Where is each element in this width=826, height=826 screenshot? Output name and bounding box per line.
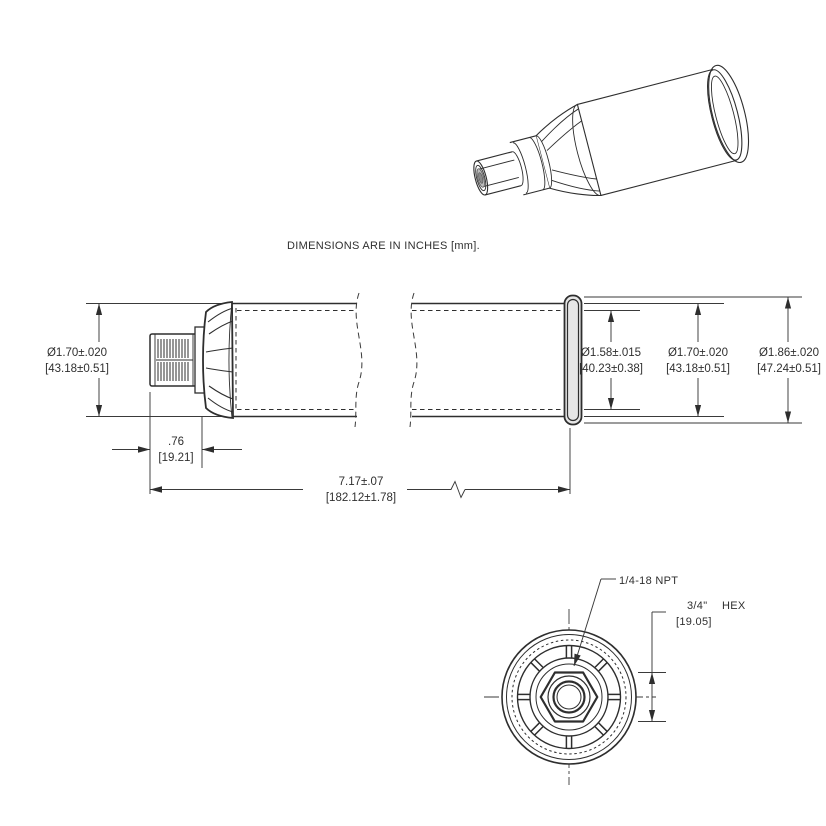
dim-barrel-id-mm: [40.23±0.38] xyxy=(579,363,643,375)
side-view xyxy=(45,293,821,504)
dim-tip-length-mm: [19.21] xyxy=(158,452,194,464)
extension-lines-right xyxy=(584,297,802,423)
flange xyxy=(565,296,582,425)
hex-size-in: 3/4" xyxy=(687,600,708,612)
dim-break-symbol xyxy=(444,482,465,498)
dim-tip-length-in: .76 xyxy=(168,436,184,448)
barrel-outline xyxy=(231,304,565,417)
dim-barrel-od-mm: [43.18±0.51] xyxy=(666,363,730,375)
dim-barrel-id xyxy=(579,311,643,410)
dim-barrel-od-in: Ø1.70±.020 xyxy=(667,347,729,359)
iso-cone-rib-2 xyxy=(542,121,587,151)
end-cap-flare xyxy=(203,302,233,418)
dim-overall-length-in: 7.17±.07 xyxy=(338,476,384,488)
dim-barrel-id-in: Ø1.58±.015 xyxy=(580,347,642,359)
dim-flange-od xyxy=(757,297,821,423)
end-view-rings xyxy=(502,630,636,764)
end-view xyxy=(484,575,746,785)
iso-cone-rib-1 xyxy=(536,109,584,142)
thread-spec-label: 1/4-18 NPT xyxy=(619,575,679,587)
dim-barrel-od xyxy=(666,304,730,417)
dim-barrel-od-left-mm: [43.18±0.51] xyxy=(45,363,109,375)
dim-hex-size xyxy=(638,600,746,722)
dim-barrel-od-left xyxy=(45,304,109,417)
drawing-note: DIMENSIONS ARE IN INCHES [mm]. xyxy=(287,240,480,252)
dim-overall-length xyxy=(150,428,570,504)
iso-cone-rib-4 xyxy=(552,169,600,202)
iso-barrel-fill xyxy=(577,69,736,195)
isometric-view xyxy=(463,61,757,227)
hex-size-unit-label: HEX xyxy=(722,600,746,612)
dim-overall-length-mm: [182.12±1.78] xyxy=(325,492,397,504)
dim-flange-od-in: Ø1.86±.020 xyxy=(758,347,820,359)
dim-flange-od-mm: [47.24±0.51] xyxy=(757,363,821,375)
threaded-tip xyxy=(150,334,200,386)
hex-size-mm: [19.05] xyxy=(676,616,712,628)
dim-barrel-od-left-in: Ø1.70±.020 xyxy=(46,347,108,359)
barrel-hidden-lines xyxy=(236,308,563,412)
break-lines xyxy=(355,293,417,427)
